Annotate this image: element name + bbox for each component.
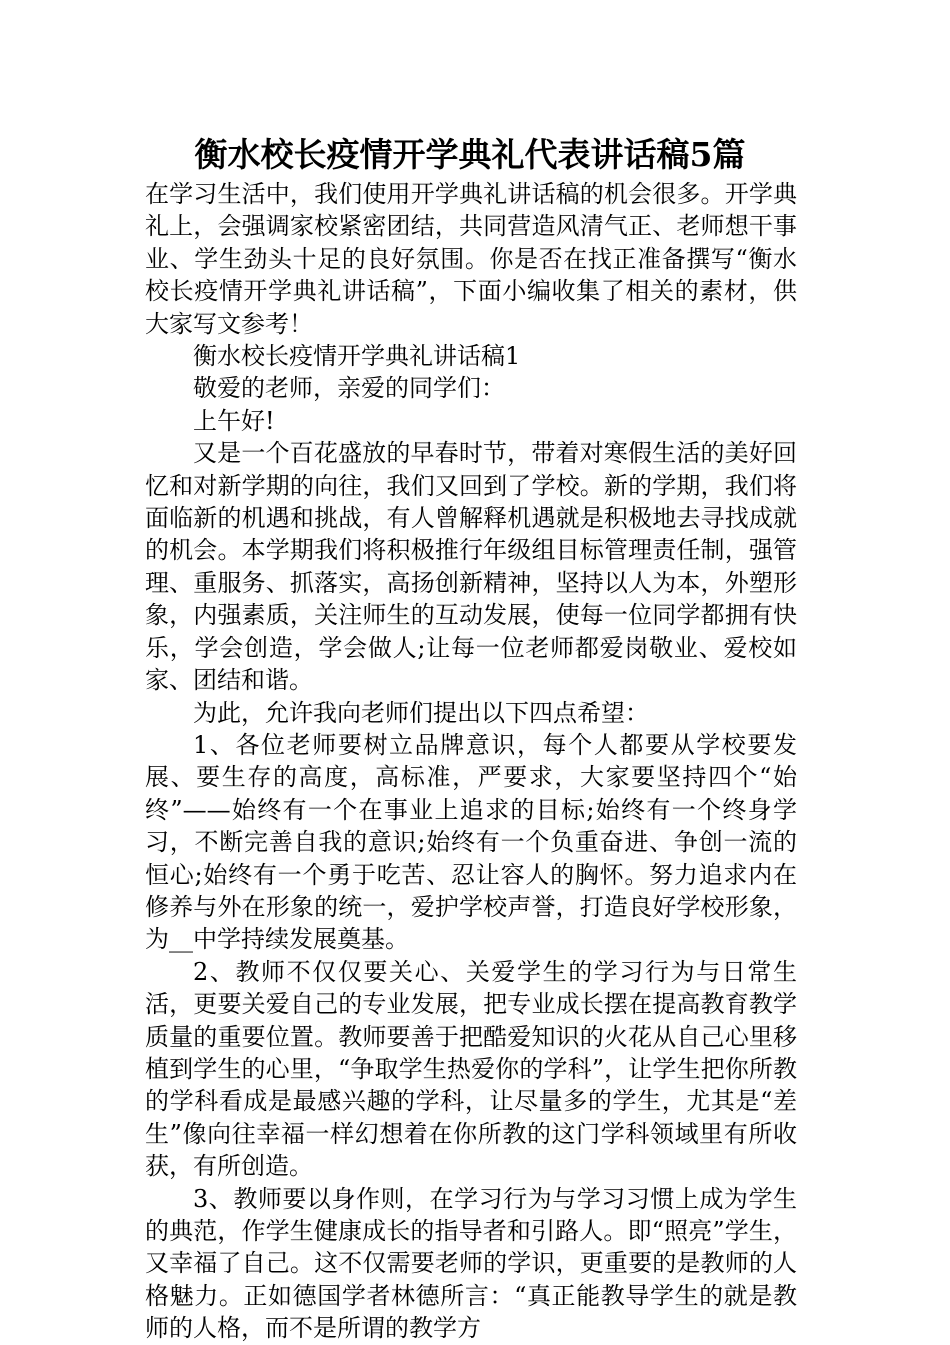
hope-item-2: 2、教师不仅仅要关心、关爱学生的学习行为与日常生活，更要关爱自己的专业发展，把专业成长摆在提高教育教学质量的重要位置。教师要善于把酷爱知识的火花从自己心里移植到学生的心里，“争取学生热爱你的学科”，让学生把你所教的学科看成是最感兴趣的学科，让尽量多的学生，尤其是“差生”像向往幸福一样幻想着在你所教的这门学科领域里有所收获，有所创造。 bbox=[145, 957, 797, 1181]
body-paragraph: 为此，允许我向老师们提出以下四点希望： bbox=[193, 698, 649, 727]
greeting: 上午好! bbox=[193, 406, 275, 435]
hope-item-3: 3、教师要以身作则，在学习行为与学习习惯上成为学生的典范，作学生健康成长的指导者和引路人。即“照亮”学生，又幸福了自己。这不仅需要老师的学识，更重要的是教师的人格魅力。正如德国学者林德所言：“真正能教导学生的就是教师的人格，而不是所谓的教学方 bbox=[145, 1184, 797, 1343]
intro-paragraph: 在学习生活中，我们使用开学典礼讲话稿的机会很多。开学典礼上，会强调家校紧密团结，共同营造风清气正、老师想干事业、学生劲头十足的良好氛围。你是否在找正准备撰写“衡水校长疫情开学典礼讲话稿”，下面小编收集了相关的素材，供大家写文参考！ bbox=[145, 180, 797, 338]
hope-item-1: 1、各位老师要树立品牌意识，每个人都要从学校要发展、要生存的高度，高标准，严要求，大家要坚持四个“始终”——始终有一个在事业上追求的目标;始终有一个终身学习，不断完善自我的意识;始终有一个负重奋进、争创一流的恒心;始终有一个勇于吃苦、忍让容人的胸怀。努力追求内在修养与外在形象的统一，爱护学校声誉，打造良好学校形象，为__中学持续发展奠基。 bbox=[145, 730, 797, 954]
speech-heading: 衡水校长疫情开学典礼讲话稿1 bbox=[193, 342, 521, 371]
document-body bbox=[145, 178, 797, 1345]
document-title: 衡水校长疫情开学典礼代表讲话稿5篇 bbox=[194, 135, 746, 174]
salutation: 敬爱的老师，亲爱的同学们： bbox=[193, 374, 505, 403]
body-paragraph: 又是一个百花盛放的早春时节，带着对寒假生活的美好回忆和对新学期的向往，我们又回到了学校。新的学期，我们将面临新的机遇和挑战，有人曾解释机遇就是积极地去寻找成就的机会。本学期我们将积极推行年级组目标管理责任制，强管理、重服务、抓落实，高扬创新精神，坚持以人为本，外塑形象，内强素质，关注师生的互动发展，使每一位同学都拥有快乐，学会创造，学会做人;让每一位老师都爱岗敬业、爱校如家、团结和谐。 bbox=[145, 439, 797, 695]
